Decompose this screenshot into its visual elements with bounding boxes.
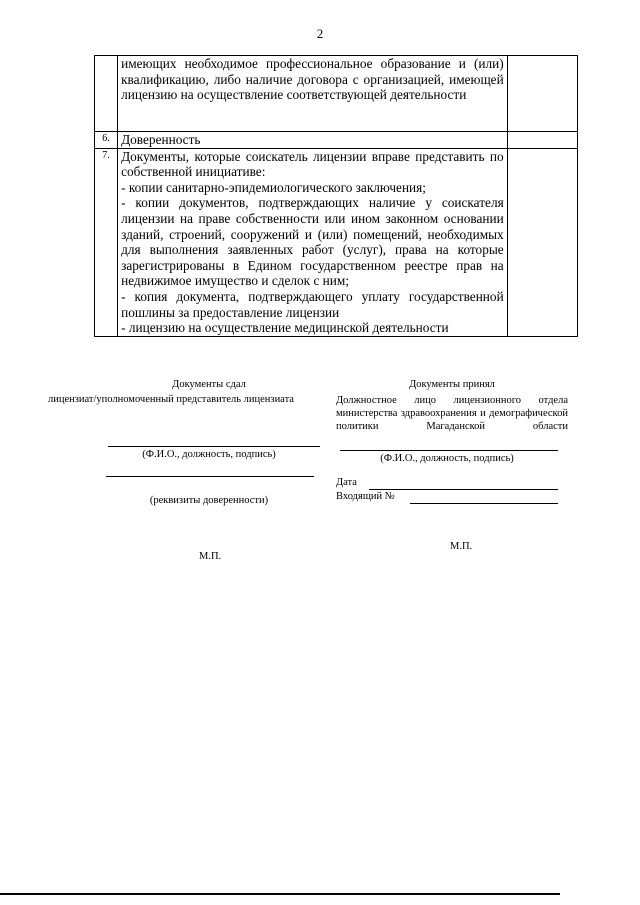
row-number-cell	[95, 56, 118, 132]
row-empty-cell	[507, 56, 577, 132]
submitter-stamp-label: М.П.	[199, 551, 222, 562]
date-line[interactable]	[369, 489, 558, 490]
row-empty-cell	[507, 148, 577, 336]
row-number-cell	[95, 148, 118, 336]
incoming-number-field	[336, 491, 568, 505]
receiver-signature-line	[340, 450, 558, 451]
row-paragraph: - копия документа, подтверждающего уплату государственной пошлины за предоставление лицензии	[121, 288, 504, 320]
receiver-heading: Документы принял	[409, 379, 495, 390]
row-number-cell	[95, 132, 118, 149]
incoming-number-line[interactable]	[410, 503, 558, 504]
row-number: 7.	[102, 149, 110, 161]
submitter-block	[48, 379, 318, 507]
date-field	[336, 477, 568, 491]
row-paragraph: - копии документов, подтверждающих наличие у соискателя лицензии на праве собственности или ином законном основании зданий, строений, сооружений и (или) помещений, необходимых для выполнения заявленных работ (услуг), права на которые зарегистрированы в Едином государственном реестре прав на недвижимое имущество и сделок с ним;	[121, 195, 504, 289]
submitter-subheading: лицензиат/уполномоченный представитель лицензиата	[48, 393, 294, 405]
table-row	[95, 56, 578, 132]
row-paragraph: - копии санитарно-эпидемиологического заключения;	[121, 179, 426, 195]
receiver-stamp-label: М.П.	[450, 541, 473, 552]
row-number: 6.	[102, 133, 110, 144]
proxy-details-line	[106, 476, 314, 477]
row-paragraph: - лицензию на осуществление медицинской деятельности	[121, 320, 449, 336]
incoming-number-label: Входящий №	[336, 491, 395, 502]
row-empty-cell	[507, 132, 577, 149]
submitter-signature-caption: (Ф.И.О., должность, подпись)	[142, 449, 276, 460]
receiver-signature-caption: (Ф.И.О., должность, подпись)	[380, 452, 514, 464]
submitter-signature-line	[108, 446, 320, 447]
row-content-cell	[118, 56, 508, 132]
table-row	[95, 132, 578, 149]
table-row	[95, 148, 578, 336]
submitter-heading: Документы сдал	[172, 379, 246, 390]
row-content-cell	[118, 148, 508, 336]
row-paragraph: Документы, которые соискатель лицензии вправе представить по собственной инициативе:	[121, 148, 504, 180]
proxy-details-caption: (реквизиты доверенности)	[149, 494, 269, 506]
documents-table	[94, 55, 578, 337]
receiver-block	[336, 379, 568, 505]
receiver-subheading: Должностное лицо лицензионного отдела министерства здравоохранения и демографической политики Магаданской области	[336, 394, 568, 432]
date-label: Дата	[336, 477, 357, 488]
row-content-cell	[118, 132, 508, 149]
bottom-rule	[0, 893, 560, 895]
page-number: 2	[316, 26, 324, 41]
row-paragraph: имеющих необходимое профессиональное образование и (или) квалификацию, либо наличие договора с организацией, имеющей лицензию на осуществление соответствующей деятельности	[121, 56, 504, 103]
row-paragraph: Доверенность	[121, 132, 201, 147]
